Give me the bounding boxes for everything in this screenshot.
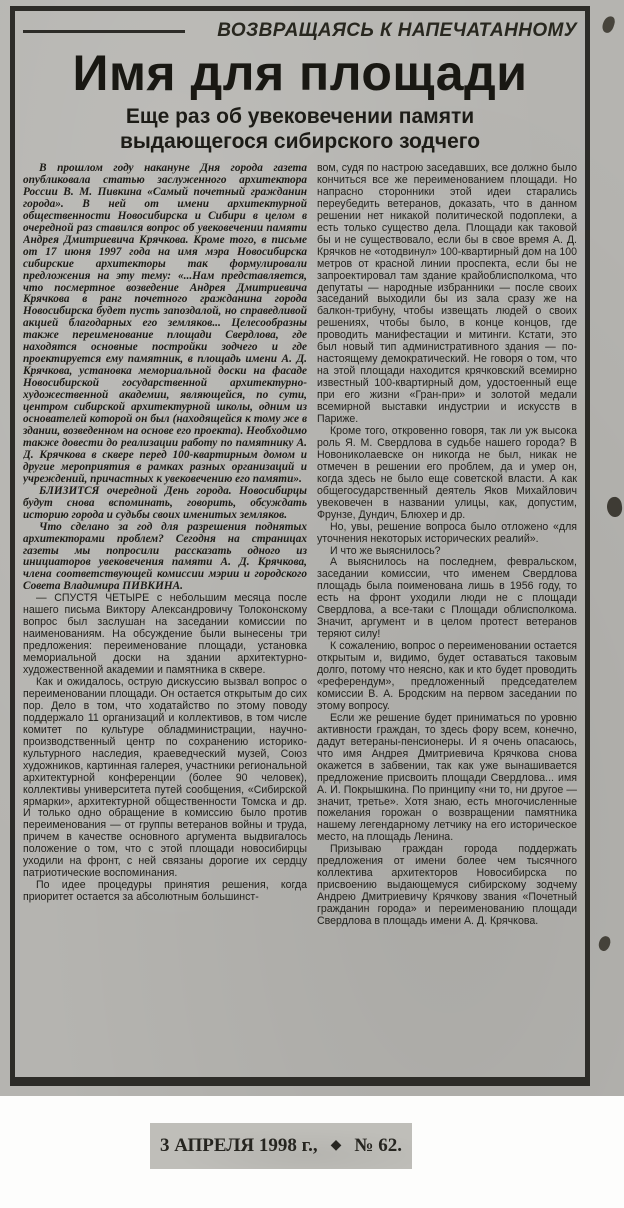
paragraph: К сожалению, вопрос о переименовании остается открытым и, видимо, будет оставаться таковым долго, потому что неясно, как и кто будет проводить «референдум», предложенный председателем комиссии В. А. Бродским на первом заседании по этому вопросу. xyxy=(317,640,577,712)
paragraph: По идее процедуры принятия решения, когда приоритет остается за абсолютным большинст- xyxy=(23,879,307,904)
article-frame xyxy=(10,6,590,1086)
column-left xyxy=(23,163,307,1087)
article-columns xyxy=(23,163,577,1087)
date-strip xyxy=(150,1123,412,1169)
diamond-icon: ◆ xyxy=(330,1138,342,1153)
article-headline: Имя для площади xyxy=(72,45,528,101)
kicker-label: ВОЗВРАЩАЯСЬ К НАПЕЧАТАННОМУ xyxy=(217,20,577,41)
issue-number: № 62. xyxy=(354,1135,403,1156)
paper-hole-mid-right xyxy=(606,496,624,518)
paragraph: — СПУСТЯ ЧЕТЫРЕ с небольшим месяца после нашего письма Виктору Александровичу Толоконскому вопрос был заслушан на заседании комиссии по наименованиям. На обсуждение были вынесены три предложения: переименование площади, установка мемориальной доски на здании архитектурно-художественной академии и памятника в сквере. xyxy=(23,592,307,677)
column-right xyxy=(317,163,577,1087)
kicker-rule xyxy=(23,30,185,33)
subtitle-line-1: Еще раз об увековечении памяти xyxy=(125,105,475,128)
paper-hole-bottom-right xyxy=(597,934,613,952)
paragraph: Как и ожидалось, острую дискуссию вызвал вопрос о переименовании площади. Он остается открытым до сих пор. Дело в том, что ходатайство по этому поводу поддержало 11 организаций и коллективов, в том числе комитет по культуре обладминистрации, научно-производственный центр по сохранению историко-культурного наследия, краеведческий музей, Союз художников, картинная галерея, участники региональной архитектурной конференции (более 90 человек), коллективы университета путей сообщения, «Сибирской ярмарки», архитектурной общественности Томска и др. И только одно обращение в комиссию было против переименования — от группы ветеранов войны и труда, причем в качестве основного аргумента выдвигалось положение о том, что с этой площади новосибирцы уходили на фронт, с ней связаны дорогие их сердцу патриотические воспоминания. xyxy=(23,675,307,880)
issue-date: 3 АПРЕЛЯ 1998 г., xyxy=(159,1135,318,1156)
paragraph: Призываю граждан города поддержать предложения от имени более чем тысячного коллектива архитекторов Новосибирска по присвоению выдающемуся сибирскому зодчему Андрею Дмитриевичу Крячкову звания «Почетный гражданин города» и переименованию площади Свердлова в площадь имени А. Д. Крячкова. xyxy=(317,843,577,928)
paragraph: А выяснилось на последнем, февральском, заседании комиссии, что именем Свердлова площадь была поименована лишь в 1956 году, то есть на фронт уходили люди не с площади Свердлова, а все-таки с Площади облисполкома. Значит, аргумент и в целом протест ветеранов теряют силу! xyxy=(317,556,577,641)
paragraph: Кроме того, откровенно говоря, так ли уж высока роль Я. М. Свердлова в судьбе нашего города? В Новониколаевске он никогда не был, никак не отмечен в решении его проблем, да и умер он, когда здесь не было еще советской власти. А как общегосударственный деятель Яков Михайлович увековечен в названии улицы, как, допустим, Фрунзе, Дундич, Блюхер и др. xyxy=(317,424,577,521)
paragraph: В прошлом году накануне Дня города газета опубликовала статью заслуженного архитектора России В. М. Пивкина «Самый почетный гражданин города». В ней от имени архитектурной общественности Новосибирска и Сибири в целом в очередной раз ставился вопрос об увековечении памяти Андрея Дмитриевича Крячкова. Кроме того, в письме от 17 июня 1997 года на имя мэра Новосибирска сибирские архитекторы так формулировали предложения на эту тему: «...Нам представляется, что посмертное возведение Андрея Дмитриевича Крячкова в ранг почетного гражданина города Новосибирска будет пусть запоздалой, но справедливой акцией благодарных его земляков... Целесообразны также переименование площади Свердлова, где находятся основные постройки зодчего и где проектируется ему памятник, в площадь имени А. Д. Крячкова, установка мемориальной доски на фасаде Новосибирской государственной архитектурно-художественной академии, являющейся, по сути, центром сибирской архитектурной школы, одним из основателей которой он был (находящейся к тому же в здании, возведенном на основе его проекта). Необходимо также довести до реализации работу по памятнику А. Д. Крячкова в сквере перед 100-квартирным домом и другие мероприятия в рамках разных организаций и учреждений, причастных к увековечению его памяти». xyxy=(23,163,307,485)
kicker-row xyxy=(23,16,577,46)
paragraph: Если же решение будет приниматься по уровню активности граждан, то здесь фору всем, конечно, дадут ветераны-пенсионеры. И я очень опасаюсь, что имя Андрея Дмитриевича Крячкова снова окажется в забвении, так как уже вынашивается предложение присвоить площади Свердлова... имя А. И. Покрышкина. По принципу «ни то, ни другое — значит, третье». Хотя знаю, есть многочисленные пожелания горожан о возвращении памятника нашему легендарному летчику на его историческое место, на площадь Ленина. xyxy=(317,711,577,844)
subtitle-line-2: выдающегося сибирского зодчего xyxy=(119,130,481,153)
paragraph: БЛИЗИТСЯ очередной День города. Новосибирцы будут снова вспоминать, говорить, обсуждать историю города и судьбы своих именитых земляков. xyxy=(23,484,307,521)
paragraph: И что же выяснилось? xyxy=(330,544,441,557)
article-subtitle xyxy=(23,104,577,154)
paragraph: вом, судя по настрою заседавших, все должно было кончиться все же переименованием площади. Но напрасно сторонники этой идеи старались переубедить ветеранов, доказать, что в данном решении нет никакой политической подоплеки, а есть только существо дела. Площади как таковой бы и не существовало, если бы в свое время А. Д. Крячков не «отодвинул» 100-квартирный дом на 100 метров от красной линии проспекта, если бы не запроектировал там здание крайоблисполкома, что депутаты — народные избранники — после своих заседаний выходили бы из зала сразу же на балкон-трибуну, чтобы извещать людей о своих решениях, чтобы было, в конце концов, где проводить манифестации и митинги. Кстати, это был новый тип административного здания — по-настоящему демократический. Не говоря о том, что на этой площади находится крячковский всемирно известный 100-квартирный дом, удостоенный еще при его жизни «Гран-при» и золотой медали всемирной выставки индустрии и искусств в Париже. xyxy=(317,163,577,426)
paragraph: Что сделано за год для разрешения поднятых архитекторами проблем? Сегодня на страницах газеты мы попросили рассказать одного из инициаторов увековечения памяти А. Д. Крячкова, члена соответствующей комиссии мэрии и городского Совета Владимира ПИВКИНА. xyxy=(23,520,307,593)
paper-hole-top-right xyxy=(601,15,617,35)
paragraph: Но, увы, решение вопроса было отложено «для уточнения некоторых исторических реалий». xyxy=(317,520,577,545)
